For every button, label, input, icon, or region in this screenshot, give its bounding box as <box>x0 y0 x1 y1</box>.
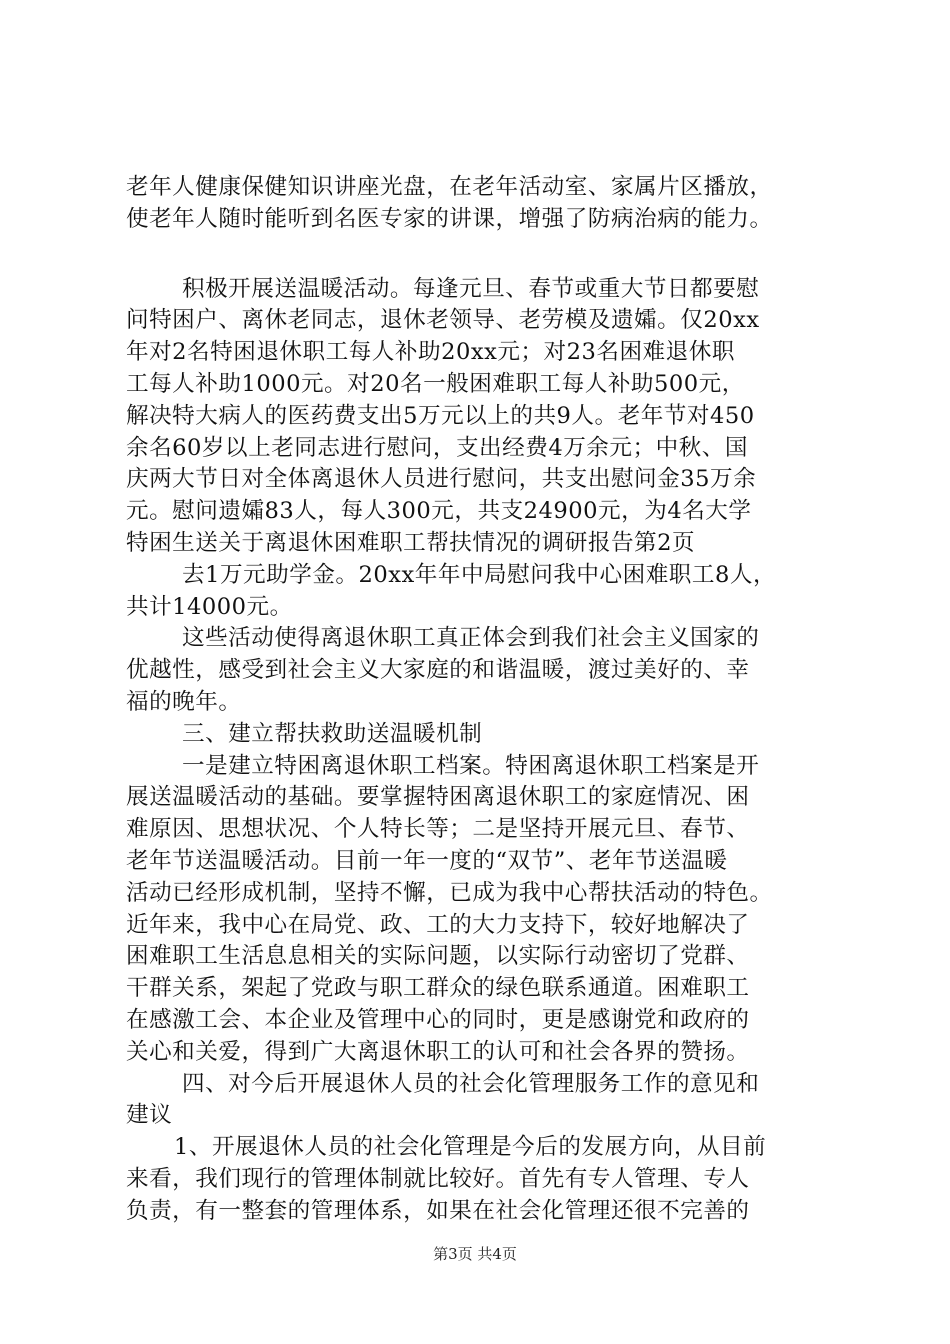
text-line: 来看，我们现行的管理体制就比较好。首先有专人管理、专人 <box>126 1165 750 1192</box>
section-heading-3 <box>126 719 836 751</box>
text-line: 福的晚年。 <box>126 688 242 715</box>
text-line: 老年节送温暖活动。目前一年一度的“双节”、老年节送温暖 <box>126 847 728 874</box>
text-line: 这些活动使得离退休职工真正体会到我们社会主义国家的 <box>182 625 760 652</box>
text-line: 1、开展退休人员的社会化管理是今后的发展方向，从目前 <box>174 1134 767 1161</box>
paragraph-mechanism <box>126 751 836 1069</box>
text-line: 工每人补助1000元。对20名一般困难职工每人补助500元， <box>126 370 745 397</box>
section-heading: 四、对今后开展退休人员的社会化管理服务工作的意见和 <box>182 1070 760 1097</box>
page-number-label: 第3页 共4页 <box>433 1245 517 1263</box>
paragraph-continuation <box>126 172 836 236</box>
text-line: 庆两大节日对全体离退休人员进行慰问，共支出慰问金35万余 <box>126 466 757 493</box>
text-line: 共计14000元。 <box>126 593 293 620</box>
paragraph-warmth-activities <box>126 274 836 560</box>
text-line: 元。慰问遗孀83人，每人300元，共支24900元，为4名大学 <box>126 498 752 525</box>
paragraph-summary <box>126 623 836 718</box>
text-line: 关心和关爱，得到广大离退休职工的认可和社会各界的赞扬。 <box>126 1038 750 1065</box>
paragraph-suggestion-1 <box>126 1132 836 1227</box>
text-line: 活动已经形成机制，坚持不懈，已成为我中心帮扶活动的特色。 <box>126 879 773 906</box>
text-line: 老年人健康保健知识讲座光盘，在老年活动室、家属片区播放， <box>126 174 773 200</box>
text-line: 积极开展送温暖活动。每逢元旦、春节或重大节日都要慰 <box>182 275 760 302</box>
document-body <box>126 172 836 1228</box>
text-line: 干群关系，架起了党政与职工群众的绿色联系通道。困难职工 <box>126 975 750 1002</box>
text-line: 一是建立特困离退休职工档案。特困离退休职工档案是开 <box>182 752 760 779</box>
paragraph-scholarship <box>126 560 836 624</box>
text-line: 问特困户、离休老同志，退休老领导、老劳模及遗孀。仅20xx <box>126 307 760 334</box>
text-line: 建议 <box>126 1102 173 1129</box>
text-line: 去1万元助学金。20xx年年中局慰问我中心困难职工8人， <box>182 561 777 588</box>
text-line: 展送温暖活动的基础。要掌握特困离退休职工的家庭情况、困 <box>126 784 750 811</box>
section-heading-4 <box>126 1069 836 1133</box>
text-line: 近年来，我中心在局党、政、工的大力支持下，较好地解决了 <box>126 911 750 938</box>
text-line: 在感激工会、本企业及管理中心的同时，更是感谢党和政府的 <box>126 1006 750 1033</box>
text-line: 使老年人随时能听到名医专家的讲课，增强了防病治病的能力。 <box>126 205 773 232</box>
paragraph-gap <box>126 236 836 274</box>
text-line: 困难职工生活息息相关的实际问题，以实际行动密切了党群、 <box>126 943 750 970</box>
text-line: 特困生送关于离退休困难职工帮扶情况的调研报告第2页 <box>126 529 696 556</box>
text-line: 难原因、思想状况、个人特长等；二是坚持开展元旦、春节、 <box>126 816 750 843</box>
text-line: 解决特大病人的医药费支出5万元以上的共9人。老年节对450 <box>126 402 755 429</box>
section-heading: 三、建立帮扶救助送温暖机制 <box>182 720 483 747</box>
text-line: 年对2名特困退休职工每人补助20xx元；对23名困难退休职 <box>126 339 735 366</box>
text-line: 优越性，感受到社会主义大家庭的和谐温暖，渡过美好的、幸 <box>126 657 750 684</box>
text-line: 负责，有一整套的管理体系，如果在社会化管理还很不完善的 <box>126 1197 750 1224</box>
text-line: 余名60岁以上老同志进行慰问，支出经费4万余元；中秋、国 <box>126 434 748 461</box>
page-footer <box>0 1243 950 1264</box>
